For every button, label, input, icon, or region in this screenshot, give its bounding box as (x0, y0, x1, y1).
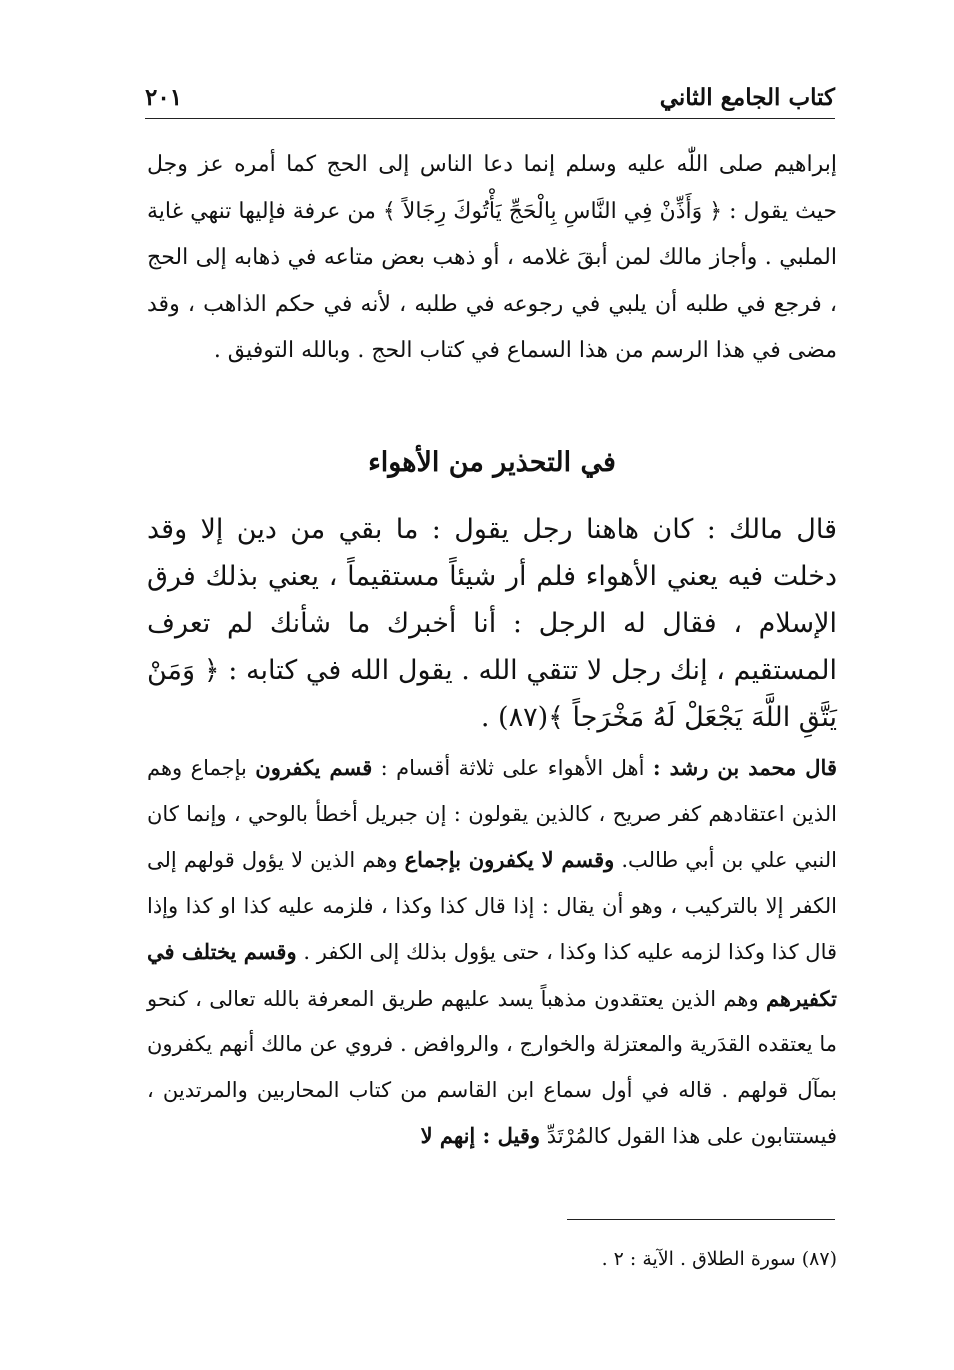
ibn-rushd-text-1: أهل الأهواء على ثلاثة أقسام : (372, 756, 653, 780)
ibn-rushd-text-2: بإجماع وهم الذين اعتقادهم كفر صريح ، كالذين يقولون : إن جبريل أخطأ بالوحي ، وإنما كان النبي علي بن أبي طالب. (147, 756, 838, 872)
running-header (145, 84, 835, 119)
intro-paragraph-block (147, 142, 837, 375)
footnote: (٨٧) سورة الطلاق . الآية : ٢ . (601, 1248, 837, 1270)
page-number: ٢٠١ (145, 84, 183, 111)
category-1-label: قسم يكفرون (255, 755, 373, 780)
footnote-divider (567, 1219, 835, 1220)
malik-quote-paragraph: قال مالك : كان هاهنا رجل يقول : ما بقي من دين إلا وقد دخلت فيه يعني الأهواء فلم أر شيئاً مستقيماً ، يعني بذلك فرق الإسلام ، فقال له الرجل : أنا أخبرك ما شأنك لم تعرف المستقيم ، إنك رجل لا تتقي الله . يقول الله في كتابه : ﴿ وَمَنْ يَتَّقِ اللَّهَ يَجْعَلْ لَهُ مَخْرَجاً ﴾(٨٧) . (147, 514, 837, 733)
ibn-rushd-text-4: وهم الذين يعتقدون مذهباً يسد عليهم طريق المعرفة بالله تعالى ، كنحو ما يعتقده القدَرية والمعتزلة والخوارج ، والروافض . فروي عن مالك أنهم يكفرون بمآل قولهم . قاله في أول سماع ابن القاسم من كتاب المحاربين والمرتدين ، فيستتابون على هذا القول كالمُرْتَدِّ (147, 986, 837, 1148)
quote-paragraph-block (147, 506, 837, 741)
ibn-rushd-paragraph-block (147, 745, 837, 1160)
ibn-rushd-paragraph (147, 745, 837, 1160)
ibn-rushd-text-3: وهم الذين لا يؤول قولهم إلى الكفر إلا بالتركيب ، وهو أن يقال : إذا قال كذا وكذا ، فلزمه عليه كذا او كذا وإذا قال كذا وكذا لزمه عليه كذا وكذا ، حتى يؤول بذلك إلى الكفر . (147, 848, 838, 964)
category-3-label: وقسم يختلف في تكفيرهم (147, 939, 837, 1011)
category-2-label: وقسم لا يكفرون بإجماع (404, 847, 615, 872)
section-heading: في التحذير من الأهواء (368, 447, 616, 478)
intro-paragraph: إبراهيم صلى اللّٰه عليه وسلم إنما دعا الناس إلى الحج كما أمره عز وجل حيث يقول : ﴿ وَأَذِّنْ فِي النَّاسِ بِالْحَجِّ يَأْتُوكَ رِجَالاً ﴾ من عرفة فإليها تنهي غاية الملبي . وأجاز مالك لمن أبقَ غلامه ، أو ذهب بعض متاعه في ذهابه إلى الحج ، فرجع في طلبه أن يلبي في رجوعه في طلبه ، لأنه في حكم الذاهب ، وقد مضى في هذا الرسم من هذا السماع في كتاب الحج . وبالله التوفيق . (147, 152, 837, 363)
ibn-rushd-lead: قال محمد بن رشد : (652, 755, 837, 780)
alternative-opinion-label: وقيل : إنهم لا (420, 1123, 541, 1148)
book-title: كتاب الجامع الثاني (659, 84, 835, 111)
